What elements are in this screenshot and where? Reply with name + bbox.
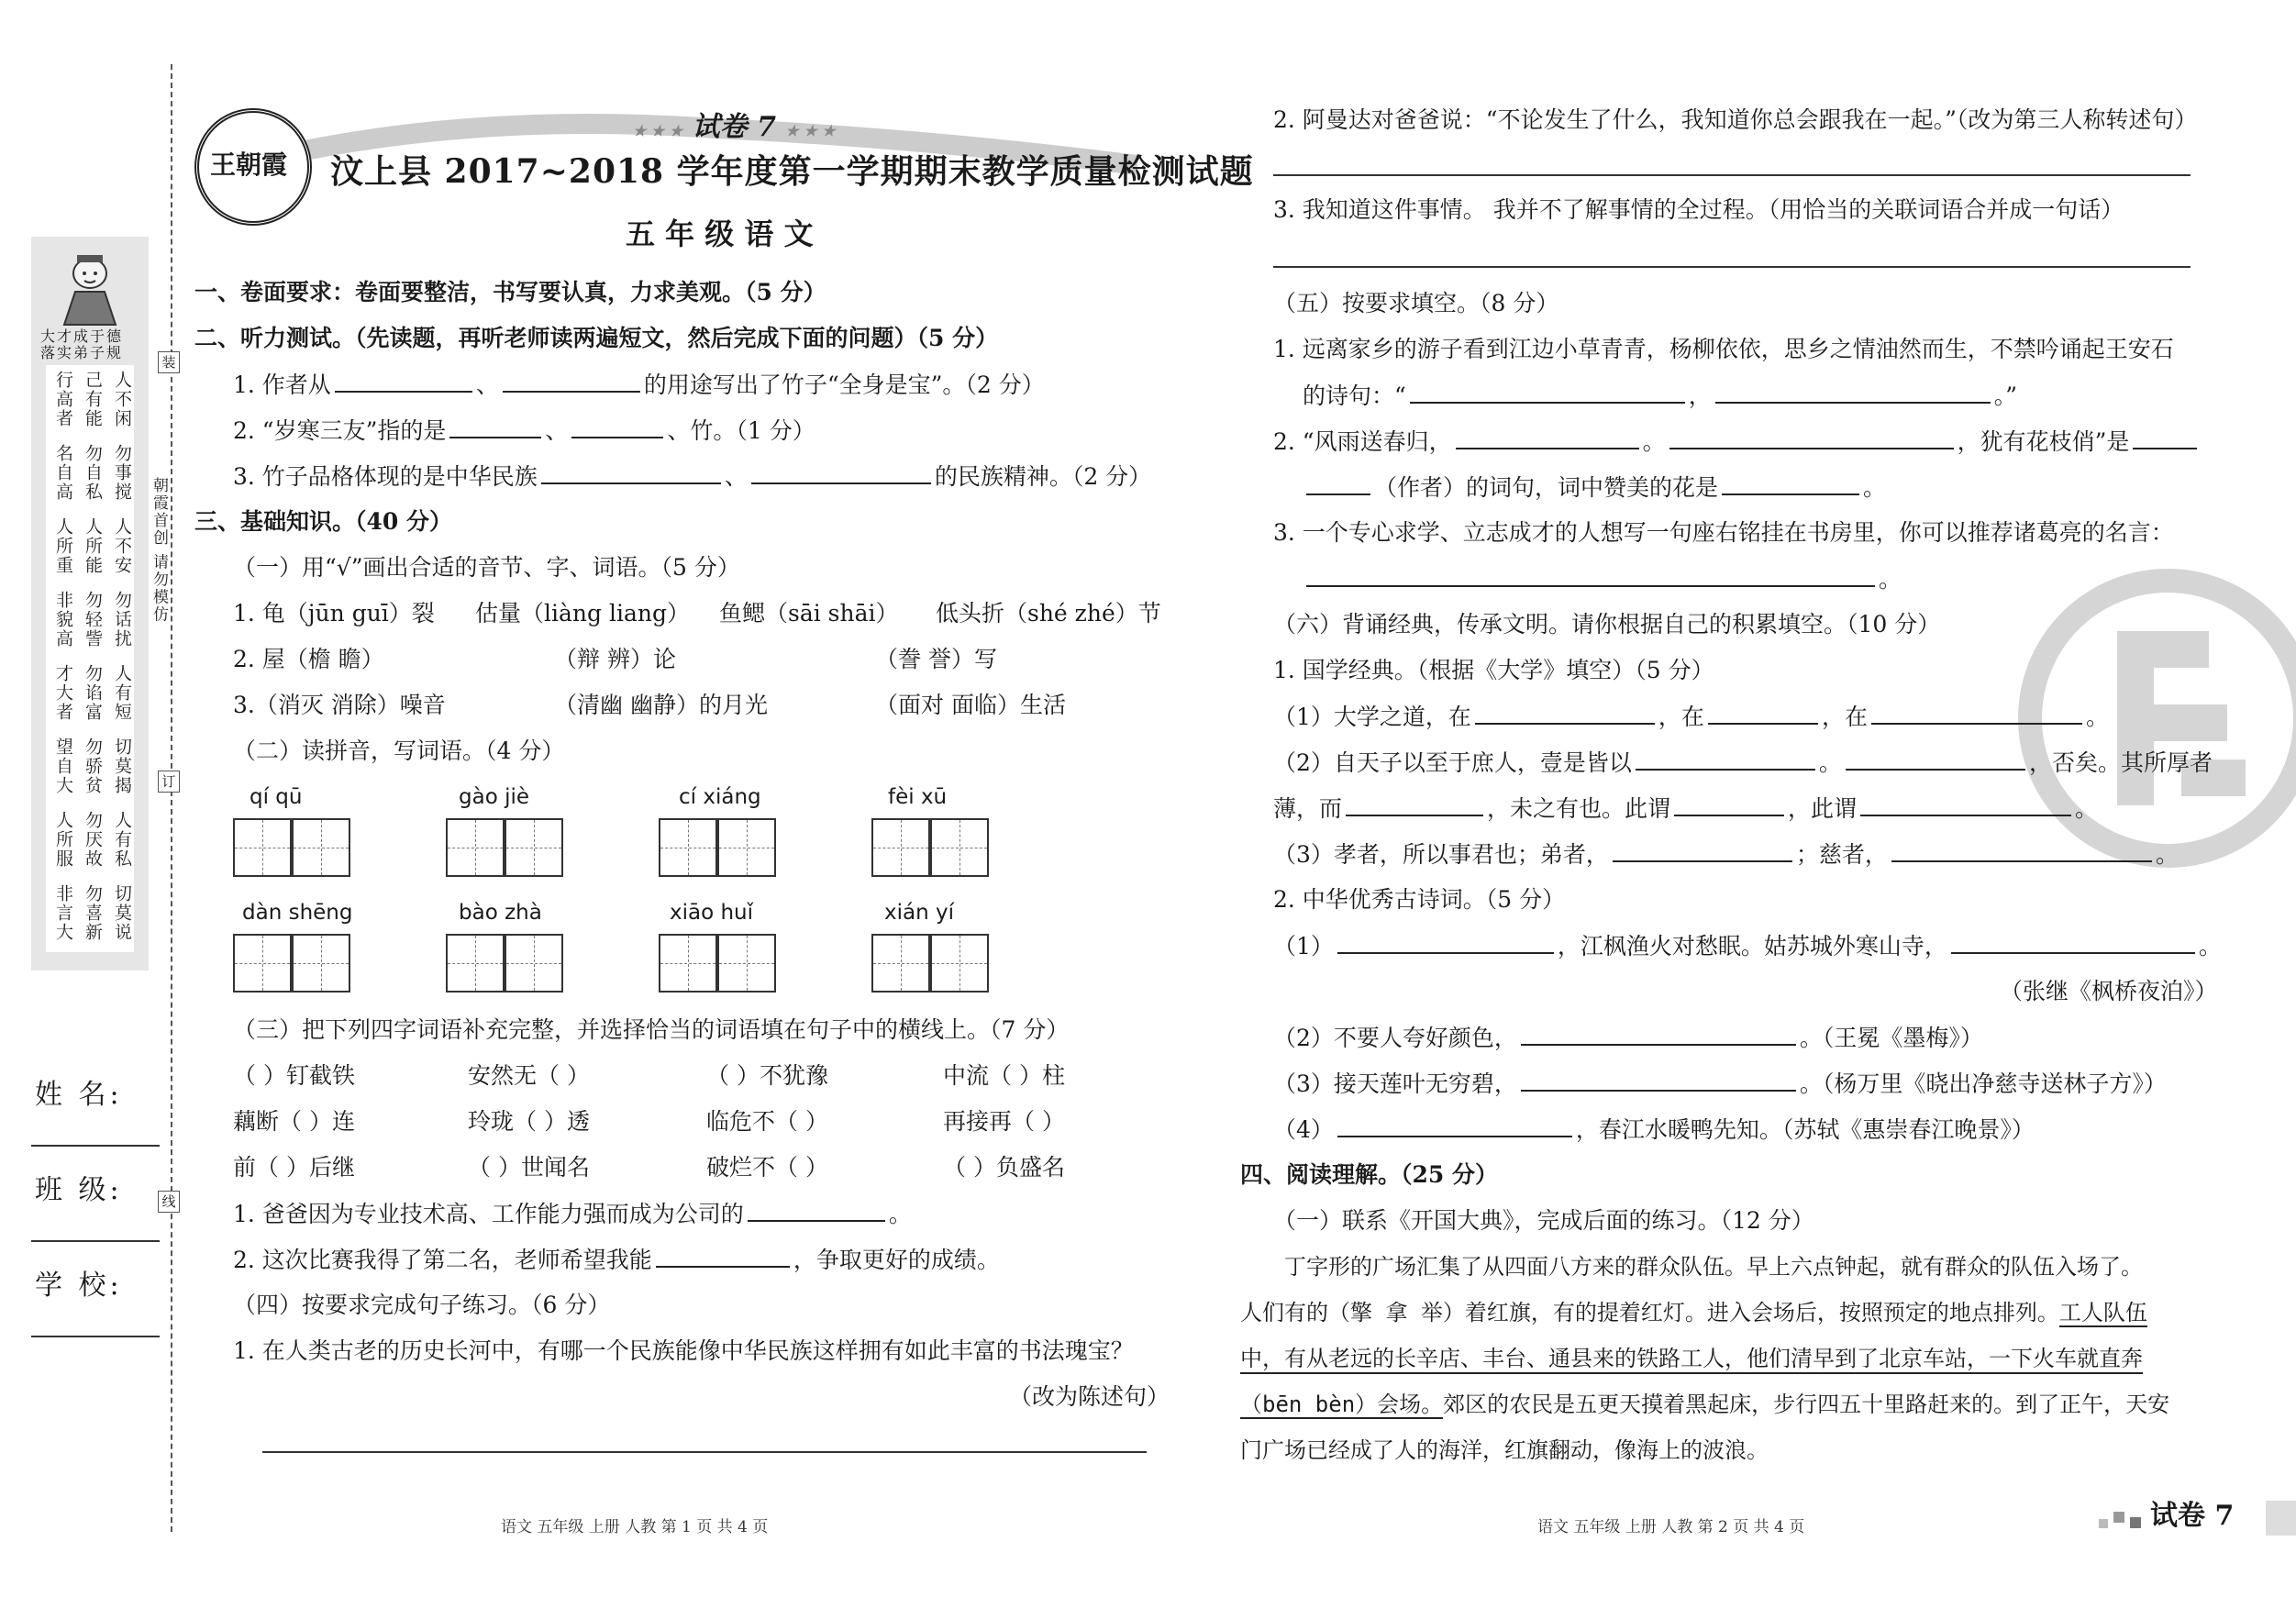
idiom-item[interactable]: （ ）世闻名 [468,1154,590,1181]
page-footer: 语文 五年级 上册 人教 第 2 页 共 4 页 [1537,1518,1805,1536]
pinyin-label: cí xiáng [679,785,761,809]
answer-blank[interactable] [2133,427,2197,449]
idiom-item[interactable]: 再接再（ ） [943,1108,1065,1135]
choice-item[interactable]: 估量（liàng liang） [475,600,690,627]
subsection-heading: 2. 中华优秀古诗词。（5 分） [1273,886,1566,913]
name-label: 姓 名: [35,1079,123,1111]
class-label: 班 级: [35,1174,123,1206]
question: 3. 一个专心求学、立志成才的人想写一句座右铭挂在书房里，你可以推荐诸葛亮的名言： [1273,519,2174,546]
square-icon [2130,1517,2141,1528]
paper-tag [633,111,836,145]
subsection-heading: （三）把下列四字词语补充完整，并选择恰当的词语填在句子中的横线上。（7 分） [233,1016,1070,1043]
writing-cell[interactable] [930,934,989,993]
answer-blank[interactable] [1860,794,2071,816]
corner-tag [2091,1497,2296,1539]
question: 1. 在人类古老的历史长河中，有哪一个民族能像中华民族这样拥有如此丰富的书法瑰宝？ [233,1337,1134,1364]
choice-item[interactable]: （誊 誉）写 [875,646,997,672]
question: 1. 远离家乡的游子看到江边小草青青，杨柳依依，思乡之情油然而生，不禁吟诵起王安石 [1273,336,2174,362]
writing-cell[interactable] [930,818,989,877]
writing-cell[interactable] [233,818,292,877]
answer-blank[interactable] [1456,427,1639,449]
question: （3）接天莲叶无穷碧， 。（杨万里《晓出净慈寺送林子方》） [1273,1070,2167,1097]
choice-item[interactable]: （辩 辨）论 [554,646,676,672]
motto-column: 勿谄富 [83,664,103,722]
motto-column: 人所服 [53,811,73,869]
school-field[interactable] [31,1336,160,1337]
idiom-item[interactable]: （ ）钉截铁 [233,1062,355,1089]
motto-column: 勿轻訾 [83,591,103,649]
motto-column: 人所能 [83,517,103,575]
motto-column: 勿自私 [83,444,103,502]
pinyin-label: xián yí [884,901,954,925]
section-heading: 四、阅读理解。（25 分） [1240,1161,1498,1188]
passage-line: 门广场已经成了人的海洋，红旗翻动，像海上的波浪。 [1240,1437,1769,1463]
motto-column: 人有私 [112,811,132,869]
binding-mark: 装 [158,351,180,373]
motto-column: 行高者 [53,371,73,428]
answer-blank[interactable] [751,462,931,484]
subsection-heading: （六）背诵经典，传承文明。请你根据自己的积累填空。（10 分） [1273,611,1941,638]
idiom-item[interactable]: 破烂不（ ） [706,1154,828,1181]
writing-cell[interactable] [505,818,563,877]
idiom-item[interactable]: 中流（ ）柱 [943,1062,1065,1089]
answer-blank[interactable] [1669,427,1954,449]
answer-blank[interactable] [1337,1115,1572,1137]
answer-blank[interactable] [1715,382,1991,404]
underlined-sentence: 工人队伍 [2058,1300,2147,1325]
subsection-heading: （一）联系《开国大典》，完成后面的练习。（12 分） [1273,1207,1814,1234]
motto-column: 才大者 [53,664,73,722]
writing-cell[interactable] [659,934,717,993]
motto-column: 望自大 [53,738,73,795]
subsection-heading: （二）读拼音，写词语。（4 分） [233,738,565,764]
choice-item[interactable]: 1. 龟（jūn guī）裂 [233,600,435,627]
answer-blank[interactable] [656,1246,790,1268]
answer-blank[interactable] [1613,840,1792,862]
square-icon [2099,1519,2108,1528]
section-heading: 二、听力测试。（先读题，再听老师读两遍短文，然后完成下面的问题）（5 分） [194,325,999,351]
motto-line: 大才成于德 [40,327,124,345]
exam-title: 汶上县 2017~2018 学年度第一学期期末教学质量检测试题 [330,152,1254,191]
question: 2. 这次比赛我得了第二名，老师希望我能 ，争取更好的成绩。 [233,1247,1000,1273]
motto-column: 切莫说 [112,884,132,942]
answer-blank[interactable] [335,371,472,393]
writing-cell[interactable] [292,934,350,993]
question: 1. 作者从 、 的用途写出了竹子“全身是宝”。（2 分） [233,372,1045,398]
motto-column: 勿话扰 [112,591,132,649]
question: 2. “风雨送春归， 。 ，犹有花枝俏”是 [1273,427,2201,456]
writing-cell[interactable] [717,818,776,877]
section-heading: 一、卷面要求：卷面要整洁，书写要认真，力求美观。（5 分） [194,279,826,305]
idiom-item[interactable]: （ ）负盛名 [943,1154,1065,1181]
pinyin-label: bào zhà [459,901,542,925]
class-field[interactable] [31,1240,160,1242]
motto-column: 非貌高 [53,591,73,649]
choice-item[interactable]: 鱼鳃（sāi shāi） [719,600,899,627]
motto-column: 非言大 [53,884,73,942]
motto-column: 人不闲 [112,371,132,428]
motto-columns [46,365,134,952]
subsection-heading: 1. 国学经典。（根据《大学》填空）（5 分） [1273,657,1714,683]
section-heading: 三、基础知识。（40 分） [194,508,452,535]
underlined-sentence: （bēn bèn）会场。 [1240,1392,1444,1417]
question: （3）孝者，所以事君也；弟者， ；慈者， 。 [1273,841,2179,868]
writing-cell[interactable] [717,934,776,993]
corner-tag-bar [2266,1501,2296,1536]
logo-text: 王朝霞 [210,150,288,180]
idiom-item[interactable]: 藕断（ ）连 [233,1108,355,1135]
writing-cell[interactable] [446,934,505,993]
star-icon: ★ ★ ★ [785,122,836,139]
motto-column: 勿喜新 [83,884,103,942]
writing-cell[interactable] [871,818,930,877]
answer-blank[interactable] [1475,703,1655,725]
question: 3. 我知道这件事情。 我并不了解事情的全过程。（用恰当的关联词语合并成一句话） [1273,196,2124,223]
poem-source: （张继《枫桥夜泊》） [2000,978,2218,1004]
question: （2）不要人夸好颜色， 。（王冕《墨梅》） [1273,1025,1983,1051]
motto-column: 切莫揭 [112,738,132,795]
answer-blank[interactable] [1410,382,1685,404]
pinyin-label: fèi xū [888,785,948,809]
idiom-item[interactable]: 玲珑（ ）透 [468,1108,590,1135]
question: （2）自天子以至于庶人，壹是皆以 。 ，否矣。其所厚者 [1273,749,2213,776]
answer-blank[interactable] [1346,794,1483,816]
answer-blank[interactable] [1846,749,2025,771]
motto-column: 勿厌故 [83,811,103,869]
writing-cell[interactable] [233,934,292,993]
subsection-heading: （五）按要求填空。（8 分） [1273,290,1559,316]
answer-blank[interactable] [1337,932,1554,954]
binding-line [171,64,172,1532]
subsection-heading: （四）按要求完成句子练习。（6 分） [233,1292,611,1318]
motto-column: 人有短 [112,664,132,722]
answer-blank[interactable] [541,462,721,484]
answer-blank[interactable] [503,371,640,393]
passage-line: 人们有的（擎 拿 举）着红旗，有的提着红灯。进入会场后，按照预定的地点排列。工人队伍 [1240,1300,2147,1325]
brand-logo [194,108,312,226]
motto-column: 勿骄贫 [83,738,103,795]
answer-blank[interactable] [748,1200,885,1222]
pinyin-label: dàn shēng [242,901,353,925]
pinyin-label: gào jiè [459,785,530,809]
choice-item[interactable]: （面对 面临）生活 [875,692,1066,718]
question: （作者）的词句，词中赞美的花是 。 [1303,473,1886,502]
choice-item[interactable]: 低头折（shé zhé）节 [936,600,1161,627]
copyright-vertical: 朝霞首创 请勿模仿 [150,477,168,624]
writing-cell[interactable] [292,818,350,877]
answer-blank[interactable] [1521,1070,1796,1092]
question: 1. 爸爸因为专业技术高、工作能力强而成为公司的 。 [233,1201,912,1227]
motto-column: 己有能 [83,371,103,428]
square-icon [2113,1512,2124,1523]
binding-mark: 订 [158,771,180,793]
idiom-item[interactable]: 前（ ）后继 [233,1154,355,1181]
choice-item[interactable]: 3.（消灭 消除）噪音 [233,692,446,718]
choice-item[interactable]: 2. 屋（檐 瞻） [233,646,384,672]
sidebar-motto-panel [31,237,149,970]
subsection-heading: （一）用“√”画出合适的音节、字、词语。（5 分） [233,554,740,581]
answer-line[interactable] [1273,266,2191,268]
motto-line: 落实弟子规 [40,344,124,361]
paper-tag-text: 试卷 7 [692,111,776,143]
idiom-item[interactable]: （ ）不犹豫 [706,1062,828,1089]
motto-column: 人不安 [112,517,132,575]
answer-blank[interactable] [1636,749,1815,771]
motto-column: 勿事搅 [112,444,132,502]
question: （4） ，春江水暖鸭先知。（苏轼《惠崇春江晚景》） [1273,1116,2035,1143]
passage-line: 丁字形的广场汇集了从四面八方来的群众队伍。早上六点钟起，就有群众的队伍入场了。 [1284,1254,2143,1280]
question: 2. 阿曼达对爸爸说：“不论发生了什么，我知道你总会跟我在一起。”（改为第三人称转述句） [1273,106,2198,133]
question: 薄，而 ，未之有也。此谓 ，此谓 。 [1273,795,2099,822]
answer-blank[interactable] [449,416,541,438]
answer-blank[interactable] [1306,473,1370,495]
writing-cell[interactable] [871,934,930,993]
question: （1） ，江枫渔火对愁眠。姑苏城外寒山寺， 。 [1273,933,2222,959]
star-icon: ★ ★ ★ [633,122,683,139]
corner-tag-text: 试卷 7 [2150,1500,2235,1532]
page-footer: 语文 五年级 上册 人教 第 1 页 共 4 页 [501,1518,769,1536]
pinyin-label: qí qū [250,785,303,809]
answer-blank[interactable] [1951,932,2195,954]
motto-column: 名自高 [53,444,73,502]
answer-blank[interactable] [1871,703,2082,725]
answer-blank[interactable] [1722,473,1859,495]
writing-cell[interactable] [505,934,563,993]
question: 的诗句：“ ， 。” [1303,383,2018,409]
answer-blank[interactable] [1306,565,1875,587]
answer-blank[interactable] [1891,840,2152,862]
question: 2. “岁寒三友”指的是 、 、竹。（1 分） [233,417,815,444]
writing-cell[interactable] [446,818,505,877]
scholar-figure-icon [46,242,134,330]
binding-mark: 线 [158,1191,180,1213]
motto-column: 人所重 [53,517,73,575]
question-requirement: （改为陈述句） [1009,1383,1170,1410]
answer-blank[interactable] [1521,1024,1796,1046]
passage-line: （bēn bèn）会场。郊区的农民是五更天摸着黑起床，步行四五十里路赶来的。到了正午，天安 [1240,1392,2170,1417]
pinyin-label: xiāo huǐ [670,901,754,925]
question: 3. 竹子品格体现的是中华民族 、 的民族精神。（2 分） [233,463,1152,490]
question: （1）大学之道，在 ，在 ，在 。 [1273,704,2109,730]
exam-subtitle: 五 年 级 语 文 [626,216,814,251]
school-label: 学 校: [35,1270,123,1302]
idiom-item[interactable]: 安然无（ ） [468,1062,590,1089]
name-field[interactable] [31,1145,160,1147]
answer-line[interactable] [262,1451,1147,1453]
question: 。 [1303,565,1902,593]
answer-line[interactable] [1273,174,2191,176]
answer-blank[interactable] [571,416,663,438]
answer-blank[interactable] [1708,703,1818,725]
idiom-item[interactable]: 临危不（ ） [706,1108,828,1135]
choice-item[interactable]: （清幽 幽静）的月光 [554,692,768,718]
passage-line: 中，有从老远的长辛店、丰台、通县来的铁路工人，他们清早到了北京车站，一下火车就直奔 [1240,1345,2143,1374]
answer-blank[interactable] [1674,794,1784,816]
writing-cell[interactable] [659,818,717,877]
